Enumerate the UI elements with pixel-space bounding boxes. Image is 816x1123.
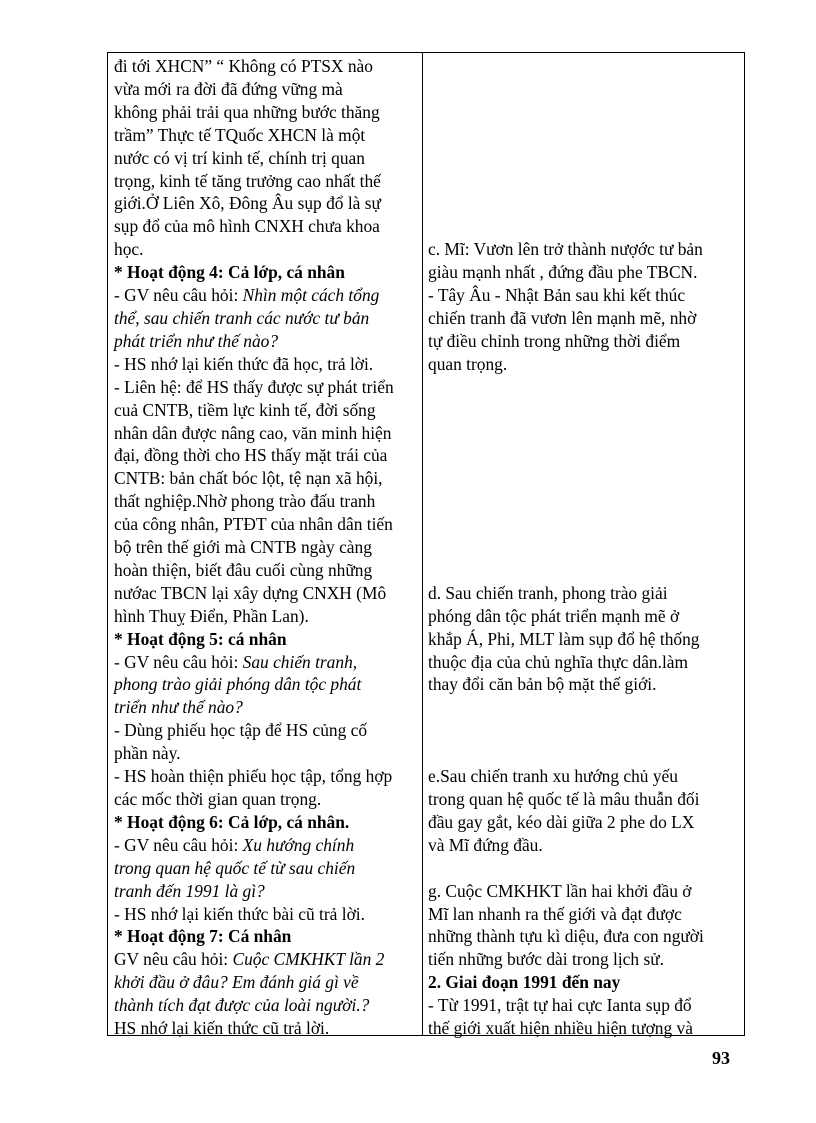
left-text-line: đại, đồng thời cho HS thấy mặt trái của [114,445,388,466]
left-text-line [114,284,422,307]
right-text-line: g. Cuộc CMKHKT lần hai khởi đầu ở [428,880,692,901]
left-text-line: trầm” Thực tế TQuốc XHCN là một [114,124,366,145]
right-text-line [428,101,742,124]
right-text-line [428,536,742,559]
left-text-line: học. [114,239,144,260]
left-text-line: nước có vị trí kinh tế, chính trị quan [114,147,365,168]
left-text-line: khởi đầu ở đâu? Em đánh giá gì về [114,972,359,993]
left-text-line: vừa mới ra đời đã đứng vững mà [114,78,343,99]
right-text-line: đầu gay gắt, kéo dài giữa 2 phe do LX [428,811,695,832]
left-text-line: tranh đến 1991 là gì? [114,880,265,901]
left-text-line: thể, sau chiến tranh các nước tư bản [114,307,370,328]
right-text-line [428,78,742,101]
right-text-line [428,559,742,582]
right-text-line: thay đổi căn bản bộ mặt thế giới. [428,674,657,695]
left-text-line: bộ trên thế giới mà CNTB ngày càng [114,537,372,558]
left-text-line: của công nhân, PTĐT của nhân dân tiến [114,514,393,535]
left-text-line: phát triển như thế nào? [114,330,279,351]
line-prefix: - GV nêu câu hỏi: [114,651,243,672]
left-text-line: nướac TBCN lại xây dựng CNXH (Mô [114,582,387,603]
right-text-line [428,490,742,513]
left-text-line: hoàn thiện, biết đâu cuối cùng những [114,559,373,580]
right-text-line: - Từ 1991, trật tự hai cực Ianta sụp đổ [428,995,692,1016]
left-text-line: nhân dân được nâng cao, văn minh hiện [114,422,392,443]
left-text-line: - HS nhớ lại kiến thức đã học, trả lời. [114,353,374,374]
left-text-line: hình Thuỵ Điển, Phần Lan). [114,605,309,626]
left-text-line: cuả CNTB, tiềm lực kinh tế, đời sống [114,399,376,420]
right-text-line [428,399,742,422]
left-text-line: không phải trải qua những bước thăng [114,101,380,122]
line-prefix: GV nêu câu hỏi: [114,949,233,970]
right-text-line: khắp Á, Phi, MLT làm sụp đổ hệ thống [428,628,700,649]
left-text-line: * Hoạt động 5: cá nhân [114,628,287,649]
left-text-line: các mốc thời gian quan trọng. [114,789,322,809]
line-prefix: - GV nêu câu hỏi: [114,834,243,855]
right-text-line [428,376,742,399]
left-text-line: - Dùng phiếu học tập để HS củng cố [114,720,368,741]
right-text-line: trong quan hệ quốc tế là mâu thuẫn đối [428,789,700,809]
right-text-line [428,215,742,238]
right-text-line [428,719,742,742]
left-text-line: - HS nhớ lại kiến thức bài cũ trả lời. [114,903,365,924]
left-text-line: - Liên hệ: để HS thấy được sự phát triển [114,376,394,397]
column-divider [422,52,423,1036]
right-text-line: 2. Giai đoạn 1991 đến nay [428,972,621,993]
right-text-line: phóng dân tộc phát triển mạnh mẽ ở [428,605,680,626]
right-text-line: thế giới xuất hiện nhiều hiện tượng và [428,1018,693,1039]
left-text-line: triển như thế nào? [114,697,243,718]
left-text-line [114,651,422,674]
right-text-line: Mĩ lan nhanh ra thế giới và đạt được [428,903,682,924]
left-text-line: đi tới XHCN” “ Không có PTSX nào [114,56,373,76]
right-text-line [428,857,742,880]
right-text-line [428,444,742,467]
left-text-line: * Hoạt động 7: Cá nhân [114,926,292,947]
right-text-line: d. Sau chiến tranh, phong trào giải [428,582,668,603]
left-text-line: phần này. [114,743,181,764]
right-text-line: quan trọng. [428,353,508,374]
left-text-line [114,948,422,971]
left-text-line: CNTB: bản chất bóc lột, tệ nạn xã hội, [114,468,383,489]
right-text-line: giàu mạnh nhất , đứng đầu phe TBCN. [428,262,698,283]
line-italic-question: Cuộc CMKHKT lần 2 [232,949,385,970]
right-text-line [428,467,742,490]
right-text-line: c. Mĩ: Vươn lên trở thành nượớc tư bản [428,239,703,260]
right-text-line: tự điều chỉnh trong những thời điểm [428,330,681,351]
left-text-line: giới.Ở Liên Xô, Đông Âu sụp đổ là sự [114,193,381,214]
left-text-line: * Hoạt động 4: Cả lớp, cá nhân [114,262,345,283]
left-text-line: phong trào giải phóng dân tộc phát [114,674,362,695]
page-number: 93 [712,1048,730,1068]
right-text-line [428,147,742,170]
right-text-line [428,55,742,78]
line-italic-question: Nhìn một cách tổng [242,285,380,306]
right-text-line: - Tây Âu - Nhật Bản sau khi kết thúc [428,285,686,306]
left-text-line: sụp đổ của mô hình CNXH chưa khoa [114,216,380,237]
right-text-line [428,170,742,193]
line-italic-question: Sau chiến tranh, [242,651,358,672]
right-text-line [428,124,742,147]
right-text-line [428,192,742,215]
right-column-knowledge [428,55,742,1040]
left-text-line: HS nhớ lại kiến thức cũ trả lời. [114,1018,330,1039]
right-text-line: những thành tựu kì diệu, đưa con người [428,926,704,947]
right-text-line [428,513,742,536]
line-prefix: - GV nêu câu hỏi: [114,285,243,306]
right-text-line [428,422,742,445]
left-column-activities [114,55,422,1040]
line-italic-question: Xu hướng chính [242,834,355,855]
left-text-line: trọng, kinh tế tăng trưởng cao nhất thế [114,170,381,191]
left-text-line: thành tích đạt được của loài người.? [114,995,370,1016]
left-text-line [114,834,422,857]
right-text-line [428,696,742,719]
left-text-line: thất nghiệp.Nhờ phong trào đấu tranh [114,491,376,512]
right-text-line [428,742,742,765]
right-text-line: và Mĩ đứng đầu. [428,834,543,855]
right-text-line: chiến tranh đã vươn lên mạnh mẽ, nhờ [428,307,697,328]
right-text-line: e.Sau chiến tranh xu hướng chủ yếu [428,766,678,787]
right-text-line: tiến những bước dài trong lịch sử. [428,949,664,970]
left-text-line: * Hoạt động 6: Cả lớp, cá nhân. [114,811,350,832]
right-text-line: thuộc địa của chủ nghĩa thực dân.làm [428,651,689,672]
left-text-line: trong quan hệ quốc tế từ sau chiến [114,857,356,878]
left-text-line: - HS hoàn thiện phiếu học tập, tổng hợp [114,766,393,787]
